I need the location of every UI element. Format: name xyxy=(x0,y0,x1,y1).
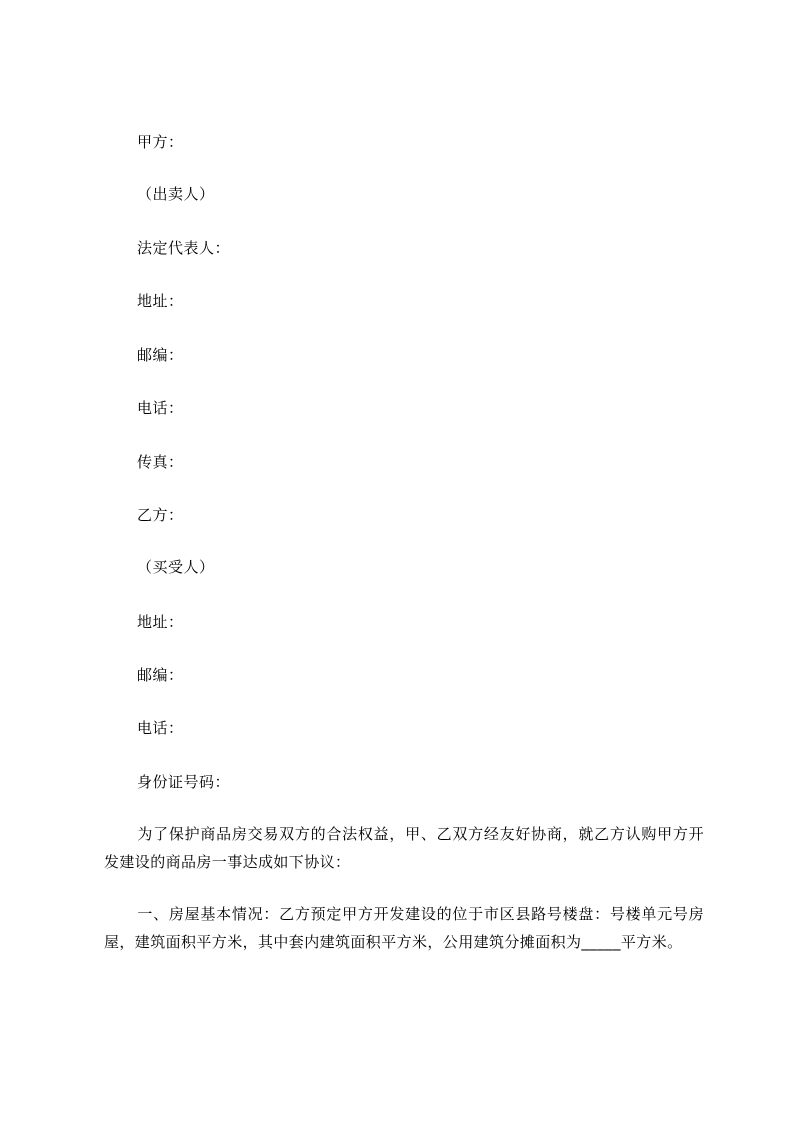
clause-1-text: 一、房屋基本情况：乙方预定甲方开发建设的位于市区县路号楼盘：号楼单元号房屋，建筑面积平方米，其中套内建筑面积平方米，公用建筑分摊面积为_____平方米。 xyxy=(104,905,704,951)
party-b-phone-label: 电话： xyxy=(137,719,184,737)
legal-representative-label: 法定代表人： xyxy=(137,239,231,257)
party-a-phone-label: 电话： xyxy=(137,399,184,417)
id-number-label: 身份证号码： xyxy=(137,773,231,791)
clause-1-paragraph xyxy=(104,900,704,956)
buyer-label: （买受人） xyxy=(137,558,215,576)
party-b-postcode-label: 邮编： xyxy=(137,666,184,684)
seller-label: （出卖人） xyxy=(137,185,215,203)
party-b-address-label: 地址： xyxy=(137,613,184,631)
party-b-label: 乙方： xyxy=(137,506,184,524)
intro-paragraph-text: 为了保护商品房交易双方的合法权益，甲、乙双方经友好协商，就乙方认购甲方开发建设的商品房一事达成如下协议： xyxy=(104,825,704,871)
party-a-label: 甲方： xyxy=(137,133,184,151)
intro-paragraph xyxy=(104,820,704,876)
party-a-address-label: 地址： xyxy=(137,292,184,310)
party-a-fax-label: 传真： xyxy=(137,453,184,471)
party-a-postcode-label: 邮编： xyxy=(137,346,184,364)
